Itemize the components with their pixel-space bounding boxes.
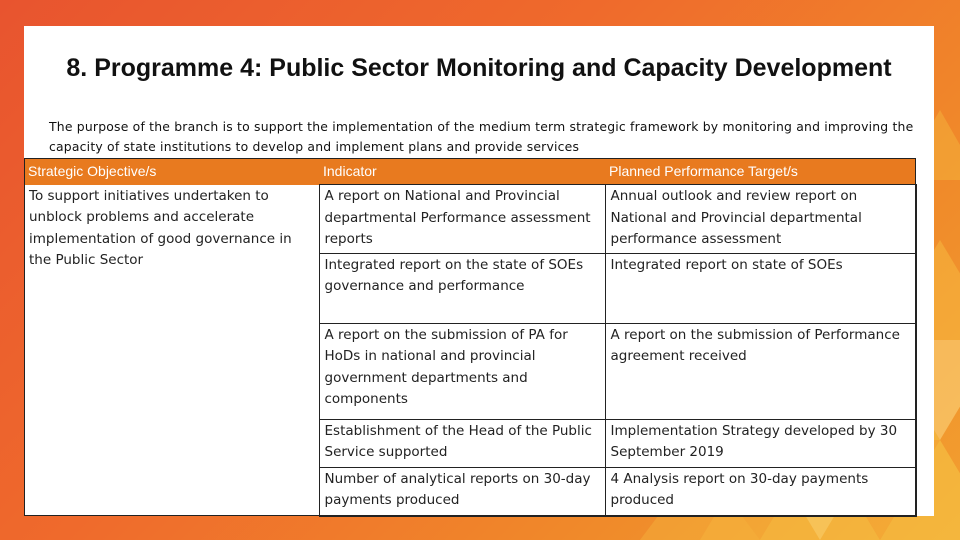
target-cell: Implementation Strategy developed by 30 September 2019 <box>605 419 916 467</box>
purpose-statement: The purpose of the branch is to support the implementation of the medium term strategic framework by monitoring and improving the capacity of state institutions to develop and implement plans and provide services <box>49 119 914 154</box>
indicator-cell: A report on National and Provincial departmental Performance assessment reports <box>319 185 605 254</box>
target-cell: Integrated report on state of SOEs <box>605 253 916 323</box>
slide-title: 8. Programme 4: Public Sector Monitoring and Capacity Development <box>66 54 892 82</box>
target-cell: 4 Analysis report on 30-day payments produced <box>605 467 916 516</box>
performance-table <box>24 158 917 517</box>
indicator-cell: Establishment of the Head of the Public Service supported <box>319 419 605 467</box>
indicator-cell: Integrated report on the state of SOEs governance and performance <box>319 253 605 323</box>
header-indicator: Indicator <box>319 158 605 185</box>
target-cell: Annual outlook and review report on National and Provincial departmental performance assessment <box>605 185 916 254</box>
strategic-objective-cell: To support initiatives undertaken to unblock problems and accelerate implementation of good governance in the Public Sector <box>24 185 319 516</box>
target-cell: A report on the submission of Performance agreement received <box>605 323 916 419</box>
table-header-row <box>24 158 916 185</box>
slide-content <box>24 26 934 516</box>
header-planned-target: Planned Performance Target/s <box>605 158 916 185</box>
header-strategic-objective: Strategic Objective/s <box>24 158 319 185</box>
indicator-cell: Number of analytical reports on 30-day payments produced <box>319 467 605 516</box>
table-row <box>24 185 916 254</box>
indicator-cell: A report on the submission of PA for HoDs in national and provincial government departments and components <box>319 323 605 419</box>
